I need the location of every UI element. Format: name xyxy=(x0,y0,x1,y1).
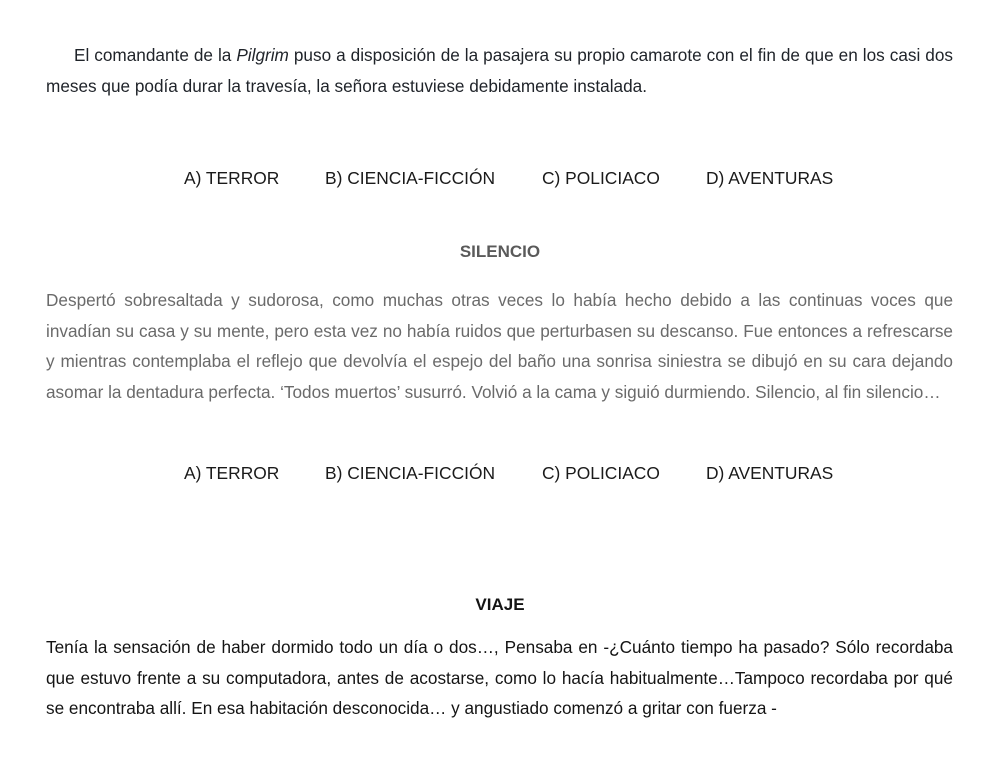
passage-pilgrim-rest: puso a disposición de la pasajera su propio camarote con el fin de que en los casi dos meses que podía durar la travesía, la señora estuviese debidamente instalada. xyxy=(46,45,953,96)
option-ciencia-ficcion[interactable]: B) CIENCIA-FICCIÓN xyxy=(325,463,496,483)
option-terror[interactable]: A) TERROR xyxy=(184,463,280,483)
option-aventuras[interactable]: D) AVENTURAS xyxy=(706,463,834,483)
option-policiaco[interactable]: C) POLICIACO xyxy=(542,168,660,188)
section-title-silencio: SILENCIO xyxy=(459,242,541,261)
option-policiaco[interactable]: C) POLICIACO xyxy=(542,463,660,483)
ship-name: Pilgrim xyxy=(236,45,289,65)
passage-pilgrim xyxy=(46,40,953,101)
option-ciencia-ficcion[interactable]: B) CIENCIA-FICCIÓN xyxy=(325,168,496,188)
passage-pilgrim-start: El comandante de la xyxy=(74,45,237,65)
section-title-viaje: VIAJE xyxy=(475,595,525,614)
option-aventuras[interactable]: D) AVENTURAS xyxy=(706,168,834,188)
passage-viaje: Tenía la sensación de haber dormido todo un día o dos…, Pensaba en -¿Cuánto tiempo ha pasado? Sólo recordaba que estuvo frente a su computadora, antes de acostarse, como lo hacía habitualmente…Tampoco recordaba por qué se encontraba allí. En esa habitación desconocida… y angustiado comenzó a gritar con fuerza - xyxy=(46,637,953,718)
option-terror[interactable]: A) TERROR xyxy=(184,168,280,188)
passage-silencio: Despertó sobresaltada y sudorosa, como muchas otras veces lo había hecho debido a las continuas voces que invadían su casa y su mente, pero esta vez no había ruidos que perturbasen su descanso. Fue entonces a refrescarse y mientras contemplaba el reflejo que devolvía el espejo del baño una sonrisa siniestra se dibujó en su cara dejando asomar la dentadura perfecta. ‘Todos muertos’ susurró. Volvió a la cama y siguió durmiendo. Silencio, al fin silencio… xyxy=(46,290,953,402)
